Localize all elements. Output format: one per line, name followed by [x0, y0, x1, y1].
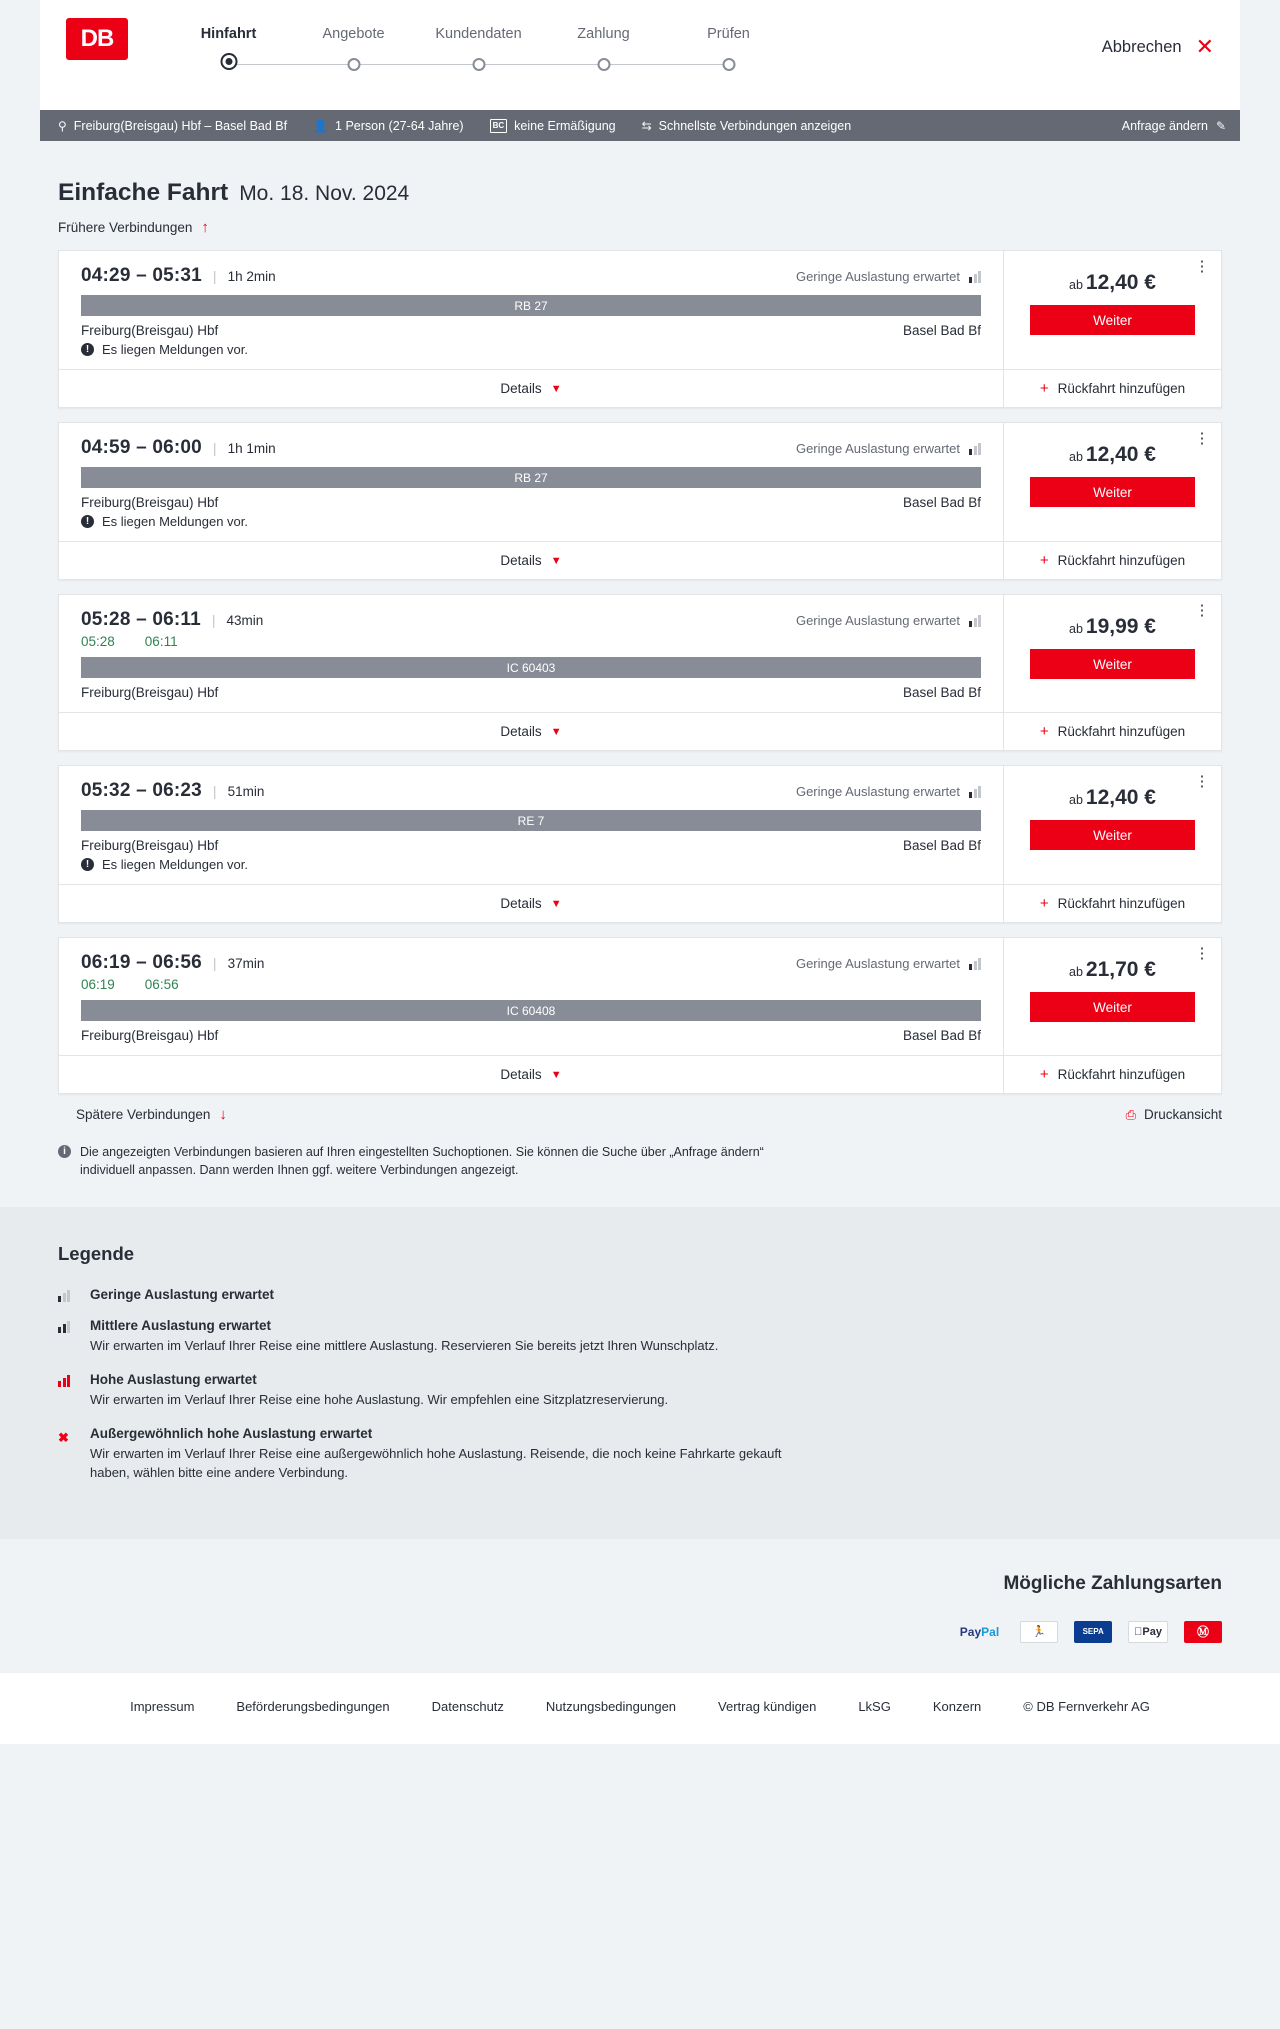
step-angebote[interactable]: [291, 26, 416, 80]
add-return-trip-button[interactable]: [1004, 541, 1221, 579]
step-dot: [597, 58, 610, 71]
train-name: IC 60408: [506, 1003, 556, 1018]
price-prefix: ab: [1069, 965, 1083, 979]
occupancy-indicator: [796, 613, 981, 628]
train-segment-bar: [81, 657, 981, 678]
earlier-connections-button[interactable]: [40, 207, 1240, 236]
person-icon: 👤: [313, 118, 329, 133]
plus-icon: +: [1039, 552, 1049, 569]
connection-details: [59, 423, 1003, 579]
applepay-icon: Pay: [1128, 1621, 1168, 1643]
occupancy-bars-icon: [969, 786, 981, 798]
more-options-icon[interactable]: ⋮: [1194, 945, 1210, 962]
destination-station: Basel Bad Bf: [902, 323, 981, 338]
more-options-icon[interactable]: ⋮: [1194, 430, 1210, 447]
discount-label: keine Ermäßigung: [514, 118, 616, 133]
search-hint: [40, 1123, 830, 1179]
step-connector: [604, 64, 729, 65]
connection-card[interactable]: [58, 422, 1222, 580]
details-label: Details: [500, 553, 542, 568]
plus-icon: +: [1039, 380, 1049, 397]
train-name: RB 27: [514, 470, 548, 485]
print-view-button[interactable]: [1126, 1095, 1222, 1123]
results-main: [40, 141, 1240, 1207]
continue-button[interactable]: Weiter: [1030, 820, 1195, 850]
realtime-times: [59, 631, 1003, 649]
occupancy-bars-icon: [58, 1287, 76, 1302]
origin-station: Freiburg(Breisgau) Hbf: [81, 1028, 219, 1043]
more-options-icon[interactable]: ⋮: [1194, 602, 1210, 619]
later-connections-button[interactable]: [58, 1094, 245, 1123]
step-connector: [354, 64, 479, 65]
info-icon: !: [81, 858, 94, 871]
occupancy-bars-icon: [969, 443, 981, 455]
legend-item-title: Außergewöhnlich hohe Auslastung erwartet: [90, 1425, 373, 1441]
connection-times: 06:19 – 06:56: [81, 952, 202, 973]
continue-button[interactable]: Weiter: [1030, 992, 1195, 1022]
footer-link-konzern[interactable]: Konzern: [932, 1698, 982, 1714]
train-segment-bar: [81, 1000, 981, 1021]
occupancy-label: Geringe Auslastung erwartet: [795, 441, 960, 456]
price-amount: 12,40 €: [1085, 786, 1156, 809]
footer-link-nutzungsbedingungen[interactable]: Nutzungsbedingungen: [545, 1698, 677, 1714]
occupancy-label: Geringe Auslastung erwartet: [795, 784, 960, 799]
connection-times: 04:29 – 05:31: [81, 265, 202, 286]
divider: |: [212, 268, 217, 284]
price-amount: 12,40 €: [1085, 443, 1156, 466]
connection-card[interactable]: [58, 765, 1222, 923]
add-return-label: Rückfahrt hinzufügen: [1057, 896, 1186, 911]
details-toggle[interactable]: [59, 1055, 1003, 1093]
occupancy-bars-icon: [58, 1318, 76, 1356]
divider: |: [211, 612, 216, 628]
footer-copyright: © DB Fernverkehr AG: [1023, 1698, 1150, 1714]
later-label: Spätere Verbindungen: [76, 1107, 211, 1122]
footer-link-impressum[interactable]: Impressum: [130, 1698, 195, 1714]
realtime-departure: 05:28: [81, 634, 115, 649]
legend-item-high: [58, 1372, 1222, 1410]
connection-card[interactable]: [58, 937, 1222, 1094]
destination-station: Basel Bad Bf: [902, 685, 981, 700]
bahncard-icon: BC: [490, 119, 508, 133]
pencil-icon: ✎: [1215, 118, 1226, 133]
continue-button[interactable]: Weiter: [1030, 305, 1195, 335]
connection-offer: [1003, 595, 1221, 750]
connection-duration: 51min: [227, 784, 265, 799]
occupancy-crossed-icon: ✖: [58, 1429, 69, 1445]
occupancy-bars-icon: [969, 615, 981, 627]
destination-station: Basel Bad Bf: [902, 838, 981, 853]
price-prefix: ab: [1069, 622, 1083, 636]
legend-item-low: [58, 1287, 1222, 1302]
trip-type-title: Einfache Fahrt: [58, 179, 229, 206]
route-label: Freiburg(Breisgau) Hbf – Basel Bad Bf: [73, 118, 288, 133]
add-return-trip-button[interactable]: [1004, 712, 1221, 750]
add-return-label: Rückfahrt hinzufügen: [1057, 553, 1186, 568]
db-payment-icon: Ⓜ: [1184, 1621, 1222, 1643]
booking-stepper: [166, 18, 791, 80]
continue-button[interactable]: Weiter: [1030, 477, 1195, 507]
step-label: Hinfahrt: [200, 26, 257, 42]
paypal-icon: Pay Pal: [959, 1624, 1000, 1639]
plus-icon: +: [1039, 723, 1049, 740]
price-amount: 21,70 €: [1085, 958, 1156, 981]
legend-item-desc: Wir erwarten im Verlauf Ihrer Reise eine hohe Auslastung. Wir empfehlen eine Sitzplatzreservierung.: [90, 1392, 669, 1408]
legend-item-title: Geringe Auslastung erwartet: [90, 1287, 275, 1303]
chevron-down-icon: ▼: [550, 554, 562, 567]
add-return-label: Rückfahrt hinzufügen: [1057, 724, 1186, 739]
close-icon: ✕: [1195, 34, 1214, 59]
realtime-arrival: 06:56: [144, 977, 179, 992]
price-prefix: ab: [1069, 450, 1083, 464]
booking-header: [40, 0, 1240, 110]
connection-times: 05:28 – 06:11: [81, 609, 201, 630]
step-dot: [225, 58, 232, 65]
connection-duration: 1h 1min: [227, 441, 276, 456]
notice-label: Es liegen Meldungen vor.: [102, 514, 248, 529]
price-value: [1069, 615, 1156, 639]
legend-item-desc: Wir erwarten im Verlauf Ihrer Reise eine außergewöhnlich hohe Auslastung. Reisende, die noch keine Fahrkarte gekauft haben, wählen bitte eine andere Verbindung.: [90, 1445, 782, 1480]
train-segment-bar: [81, 295, 981, 316]
sort-label: Schnellste Verbindungen anzeigen: [658, 118, 852, 133]
connection-details: [59, 251, 1003, 407]
cancel-label: Abbrechen: [1101, 37, 1182, 56]
destination-station: Basel Bad Bf: [902, 1028, 981, 1043]
more-options-icon[interactable]: ⋮: [1194, 773, 1210, 790]
footer-link-lksg[interactable]: LkSG: [858, 1698, 891, 1714]
occupancy-label: Geringe Auslastung erwartet: [795, 956, 960, 971]
notice-label: Es liegen Meldungen vor.: [102, 857, 248, 872]
divider: |: [212, 955, 217, 971]
step-kundendaten[interactable]: [416, 26, 541, 80]
price-value: [1069, 786, 1156, 810]
destination-station: Basel Bad Bf: [902, 495, 981, 510]
plus-icon: +: [1039, 895, 1049, 912]
more-options-icon[interactable]: ⋮: [1194, 258, 1210, 275]
connection-times: 04:59 – 06:00: [81, 437, 202, 458]
connection-offer: [1003, 423, 1221, 579]
origin-station: Freiburg(Breisgau) Hbf: [81, 495, 219, 510]
train-segment-bar: [81, 810, 981, 831]
chevron-down-icon: ▼: [550, 725, 562, 738]
price-value: [1069, 271, 1156, 295]
train-name: RB 27: [514, 298, 548, 313]
connection-offer: [1003, 938, 1221, 1093]
divider: |: [212, 783, 217, 799]
arrow-down-icon: ↓: [219, 1106, 227, 1123]
realtime-times: [59, 974, 1003, 992]
legend-item-exceptional: [58, 1426, 1222, 1483]
step-connector: [479, 64, 604, 65]
price-value: [1069, 443, 1156, 467]
info-icon: !: [81, 515, 94, 528]
connection-duration: 43min: [226, 613, 264, 628]
connection-details: [59, 766, 1003, 922]
footer-link-befoerderungsbedingungen[interactable]: Beförderungsbedingungen: [236, 1698, 390, 1714]
legend-item-desc: Wir erwarten im Verlauf Ihrer Reise eine mittlere Auslastung. Reservieren Sie bereits jetzt Ihren Wunschplatz.: [90, 1338, 719, 1354]
price-prefix: ab: [1069, 793, 1083, 807]
details-label: Details: [500, 724, 542, 739]
info-icon: !: [81, 343, 94, 356]
occupancy-indicator: [796, 784, 981, 799]
location-pin-icon: ⚲: [58, 118, 67, 133]
realtime-arrival: 06:11: [144, 634, 178, 649]
add-return-trip-button[interactable]: [1004, 369, 1221, 407]
continue-button[interactable]: Weiter: [1030, 649, 1195, 679]
add-return-trip-button[interactable]: [1004, 1055, 1221, 1093]
step-label: Prüfen: [707, 26, 750, 42]
cancel-button[interactable]: [1102, 36, 1214, 58]
details-toggle[interactable]: [59, 712, 1003, 750]
details-toggle[interactable]: [59, 541, 1003, 579]
price-amount: 19,99 €: [1085, 615, 1156, 638]
footer-link-datenschutz[interactable]: Datenschutz: [431, 1698, 504, 1714]
passengers-label: 1 Person (27-64 Jahre): [335, 118, 464, 133]
details-toggle[interactable]: [59, 884, 1003, 922]
details-label: Details: [500, 896, 542, 911]
connection-notice[interactable]: [59, 338, 1003, 357]
occupancy-label: Geringe Auslastung erwartet: [795, 613, 960, 628]
train-segment-bar: [81, 467, 981, 488]
trip-date: Mo. 18. Nov. 2024: [239, 182, 410, 205]
details-label: Details: [500, 381, 542, 396]
connection-duration: 1h 2min: [227, 269, 276, 284]
connection-card[interactable]: [58, 594, 1222, 751]
chevron-down-icon: ▼: [550, 1068, 562, 1081]
plus-icon: +: [1039, 1066, 1049, 1083]
occupancy-label: Geringe Auslastung erwartet: [795, 269, 960, 284]
origin-station: Freiburg(Breisgau) Hbf: [81, 685, 219, 700]
payment-methods-title: Mögliche Zahlungsarten: [1003, 1572, 1222, 1594]
legend-item-title: Mittlere Auslastung erwartet: [90, 1318, 272, 1334]
connection-offer: [1003, 766, 1221, 922]
step-dot: [722, 58, 735, 71]
notice-label: Es liegen Meldungen vor.: [102, 342, 248, 357]
step-hinfahrt[interactable]: [166, 26, 291, 80]
occupancy-bars-icon: [58, 1372, 76, 1410]
page-title: [40, 141, 1240, 207]
step-zahlung[interactable]: [541, 26, 666, 80]
search-summary-bar: [40, 110, 1240, 141]
connection-duration: 37min: [227, 956, 265, 971]
add-return-label: Rückfahrt hinzufügen: [1057, 381, 1186, 396]
price-value: [1069, 958, 1156, 982]
earlier-label: Frühere Verbindungen: [58, 220, 193, 235]
sepa-icon: SEPA: [1074, 1621, 1112, 1643]
step-connector: [229, 64, 354, 65]
footer-link-vertrag-kuendigen[interactable]: Vertrag kündigen: [718, 1698, 817, 1714]
occupancy-bars-icon: [969, 958, 981, 970]
add-return-label: Rückfahrt hinzufügen: [1057, 1067, 1186, 1082]
origin-station: Freiburg(Breisgau) Hbf: [81, 323, 219, 338]
printer-icon: ⎙: [1125, 1106, 1136, 1122]
step-pruefen[interactable]: [666, 26, 791, 80]
edit-search-button[interactable]: [1122, 119, 1226, 133]
summary-route[interactable]: [54, 119, 300, 133]
connection-notice[interactable]: [59, 510, 1003, 529]
step-label: Zahlung: [577, 26, 630, 42]
arrow-up-icon: ↑: [201, 219, 209, 236]
train-name: IC 60403: [506, 660, 556, 675]
add-return-trip-button[interactable]: [1004, 884, 1221, 922]
connection-offer: [1003, 251, 1221, 407]
step-dot: [472, 58, 485, 71]
summary-passengers[interactable]: [300, 119, 477, 133]
realtime-departure: 06:19: [81, 977, 115, 992]
connection-notice[interactable]: [59, 853, 1003, 872]
legend-section: [0, 1207, 1280, 1538]
price-amount: 12,40 €: [1085, 271, 1156, 294]
summary-discount[interactable]: [477, 119, 629, 133]
chevron-down-icon: ▼: [550, 382, 562, 395]
connection-card[interactable]: [58, 250, 1222, 408]
occupancy-indicator: [796, 956, 981, 971]
legend-title: Legende: [58, 1243, 135, 1265]
step-label: Kundendaten: [435, 26, 522, 42]
db-logo: DB: [66, 18, 128, 60]
details-label: Details: [500, 1067, 542, 1082]
origin-station: Freiburg(Breisgau) Hbf: [81, 838, 219, 853]
divider: |: [212, 440, 217, 456]
footer: [0, 1673, 1280, 1744]
connection-details: [59, 595, 1003, 750]
chevron-down-icon: ▼: [550, 897, 562, 910]
giropay-icon: 🏃: [1020, 1621, 1058, 1643]
summary-sort[interactable]: [629, 119, 865, 133]
connection-times: 05:32 – 06:23: [81, 780, 202, 801]
print-label: Druckansicht: [1143, 1107, 1222, 1122]
sort-icon: ⇆: [641, 118, 652, 133]
occupancy-indicator: [796, 269, 981, 284]
price-prefix: ab: [1069, 278, 1083, 292]
info-icon: i: [58, 1145, 71, 1158]
legend-item-medium: [58, 1318, 1222, 1356]
hint-text: Die angezeigten Verbindungen basieren auf Ihren eingestellten Suchoptionen. Sie können die Suche über „Anfrage ändern“ individuell anpassen. Dann werden Ihnen ggf. weitere Verbindungen angezeigt.: [80, 1145, 764, 1178]
legend-item-title: Hohe Auslastung erwartet: [90, 1372, 257, 1388]
connection-details: [59, 938, 1003, 1093]
payment-methods-section: [0, 1539, 1280, 1673]
train-name: RE 7: [517, 813, 545, 828]
occupancy-indicator: [796, 441, 981, 456]
edit-search-label: Anfrage ändern: [1121, 118, 1208, 133]
step-label: Angebote: [322, 26, 385, 42]
step-dot: [347, 58, 360, 71]
details-toggle[interactable]: [59, 369, 1003, 407]
occupancy-bars-icon: [969, 271, 981, 283]
